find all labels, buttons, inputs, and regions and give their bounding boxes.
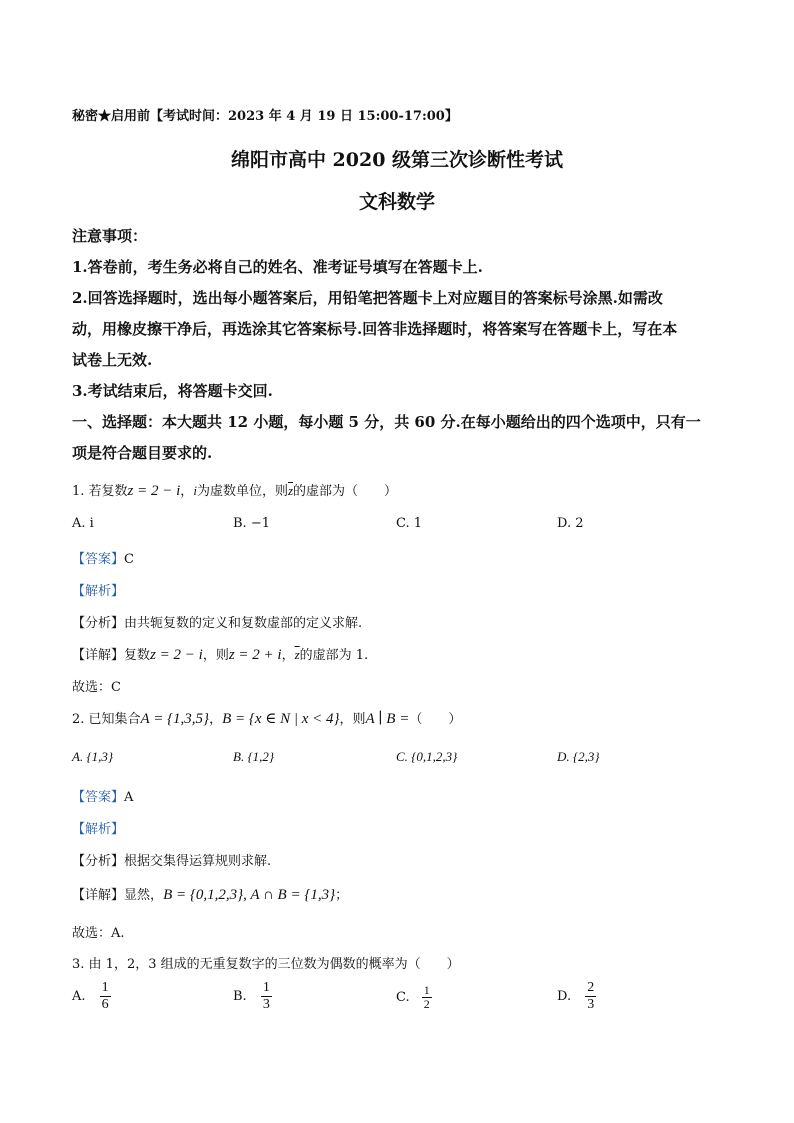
q1-i-symbol: i: [193, 483, 197, 498]
q2-option-a: A. {1,3}: [72, 749, 114, 764]
q2-expression: A ∣ B =: [365, 711, 410, 727]
section-heading-line-1: 一、选择题：本大题共 12 小题，每小题 5 分，共 60 分.在每小题给出的四个选项中，只有一: [72, 413, 701, 431]
q1-answer: 【答案】C: [72, 552, 134, 567]
section-heading-line-2: 项是符合题目要求的.: [72, 444, 213, 462]
q1-comma: ，: [180, 484, 194, 499]
q3-option-b: B. $\frac{1}{3}$: [233, 980, 270, 1012]
secret-line: 秘密★启用前【考试时间：2023 年 4 月 19 日 15:00-17:00】: [72, 109, 458, 124]
q3-option-d: D. $\frac{2}{3}$: [557, 980, 595, 1012]
notice-item-2-line-3: 试卷上无效.: [72, 351, 153, 369]
question-2: 2. 已知集合A = {1,3,5}，B = {x ∈ N | x < 4}，则A ∣ B =（ ）: [72, 711, 462, 727]
q1-detail: 【详解】复数z = 2 − i，则z = 2 + i，$\overline{z}$的虚部为 1.: [72, 647, 369, 663]
q1-expression: z = 2 − i: [127, 483, 181, 499]
q3-option-c: C. $\frac{1}{2}$: [396, 983, 430, 1011]
notice-item-2-line-1: 2.回答选择题时，选出每小题答案后，用铅笔把答题卡上对应题目的答案标号涂黑.如需改: [72, 289, 663, 307]
q1-option-d: D. 2: [557, 516, 584, 531]
q3-option-a: A. $\frac{1}{6}$: [72, 980, 109, 1012]
q1-mid-text: 为虚数单位，则: [196, 484, 288, 499]
q1-conjugate: $\overline{z}$: [287, 483, 294, 498]
q1-option-c: C. 1: [396, 516, 423, 531]
q1-choice: 故选：C: [72, 680, 121, 695]
q3-option-d-fraction: $\frac{2}{3}$: [587, 980, 595, 1012]
q1-analysis-tag: 【解析】: [72, 584, 125, 599]
q1-option-b: B. −1: [233, 516, 270, 531]
notice-item-3: 3.考试结束后，将答题卡交回.: [72, 382, 273, 400]
question-1: [72, 480, 397, 500]
q1-fenxi: 【分析】由共轭复数的定义和复数虚部的定义求解.: [72, 616, 363, 631]
q1-number: 1. 若复数: [72, 484, 128, 499]
exam-subtitle: 文科数学: [358, 191, 435, 213]
question-3: 3. 由 1，2，3 组成的无重复数字的三位数为偶数的概率为（ ）: [72, 957, 460, 972]
q2-set-a: A = {1,3,5}: [140, 711, 210, 727]
q2-fenxi: 【分析】根据交集得运算规则求解.: [72, 854, 272, 869]
notice-item-2-line-2: 动，用橡皮擦干净后，再选涂其它答案标号.回答非选择题时，将答案写在答题卡上，写在本: [72, 320, 678, 338]
notice-item-1: 1.答卷前，考生务必将自己的姓名、准考证号填写在答题卡上.: [72, 258, 483, 276]
exam-title: 绵阳市高中 2020 级第三次诊断性考试: [230, 149, 564, 171]
q2-set-b: B = {x ∈ N | x < 4}: [222, 711, 340, 727]
q1-option-a: A. i: [72, 516, 94, 531]
q2-choice: 故选：A.: [72, 926, 125, 941]
q3-option-c-fraction: $\frac{1}{2}$: [423, 983, 430, 1011]
q2-answer: 【答案】A: [72, 790, 134, 805]
q2-option-d: D. {2,3}: [557, 749, 600, 764]
q2-option-c: C. {0,1,2,3}: [396, 749, 458, 764]
q1-answer-value: C: [124, 552, 134, 567]
q2-answer-value: A: [124, 790, 134, 805]
q1-end: 的虚部为（ ）: [293, 484, 398, 499]
q2-analysis-tag: 【解析】: [72, 822, 125, 837]
notice-heading: 注意事项：: [72, 227, 148, 245]
q3-option-b-fraction: $\frac{1}{3}$: [262, 980, 270, 1012]
q2-detail: 【详解】显然，B = {0,1,2,3}, A ∩ B = {1,3}；: [72, 887, 349, 903]
q2-option-b: B. {1,2}: [233, 749, 275, 764]
q3-option-a-fraction: $\frac{1}{6}$: [101, 980, 109, 1012]
